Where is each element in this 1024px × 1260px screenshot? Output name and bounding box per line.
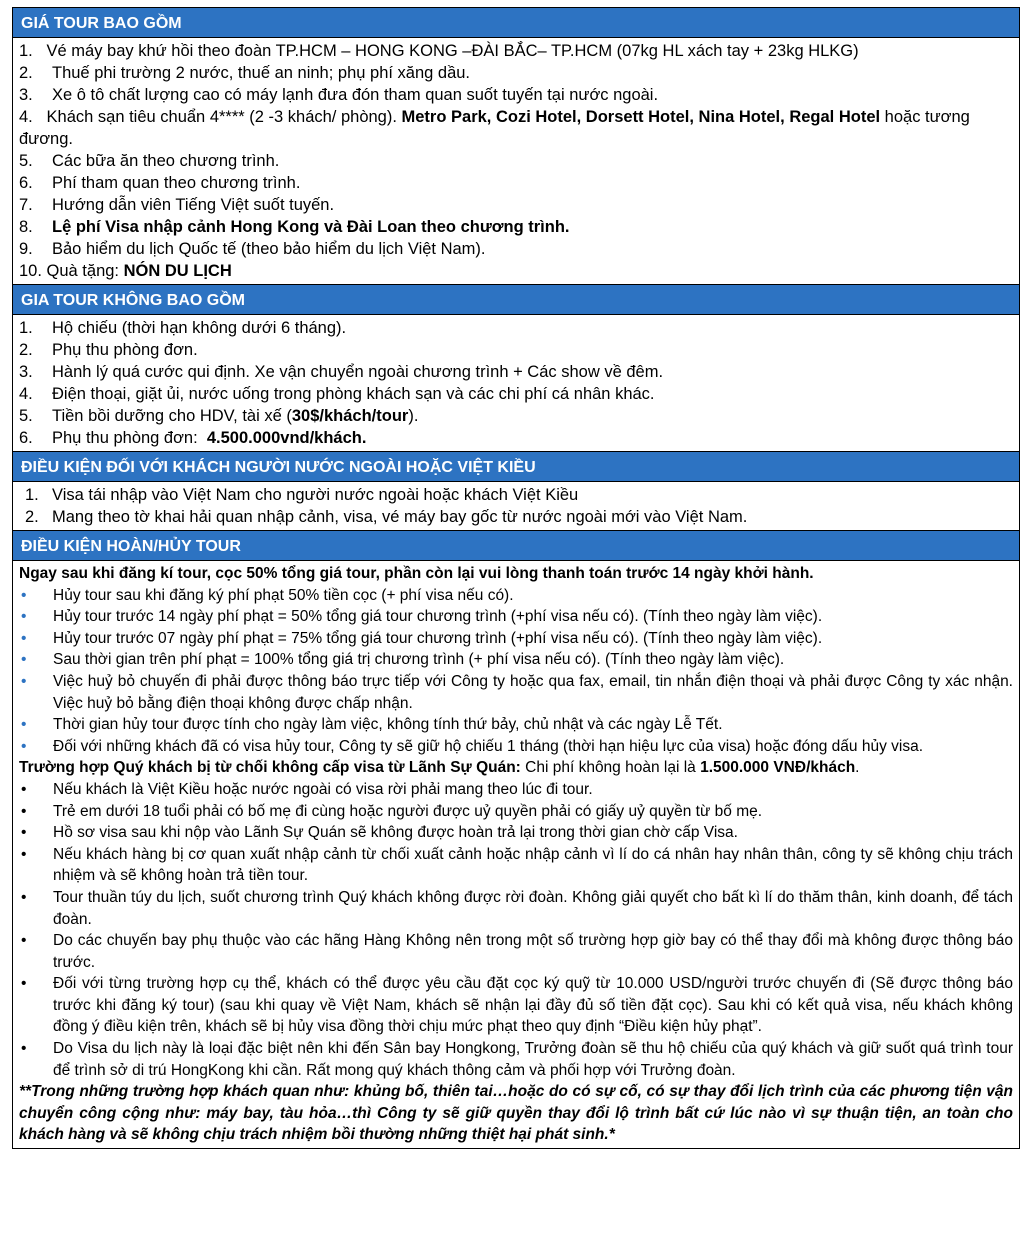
list-item: • Trẻ em dưới 18 tuổi phải có bố mẹ đi cùng hoặc người được uỷ quyền phải có giấy uỷ quyền từ bố mẹ. (21, 802, 763, 820)
cancel-header: ĐIỀU KIỆN HOÀN/HỦY TOUR (13, 530, 1019, 561)
list-item: • Do Visa du lịch này là loại đặc biệt nên khi đến Sân bay Hongkong, Trưởng đoàn sẽ thu hộ chiếu của quý khách và giữ suốt quá trình tour để trình sở di trú HongKong khi cần. Rất mong quý khách thông cảm và phối hợp với Trưởng đoàn. (21, 1040, 1013, 1079)
included-list (13, 38, 1019, 284)
cancel-intro: Ngay sau khi đăng kí tour, cọc 50% tổng giá tour, phần còn lại vui lòng thanh toán trước 14 ngày khởi hành. (19, 565, 814, 582)
list-item: 1. Visa tái nhập vào Việt Nam cho người nước ngoài hoặc khách Việt Kiều (25, 486, 579, 504)
list-item: • Đối với những khách đã có visa hủy tour, Công ty sẽ giữ hộ chiếu 1 tháng (thời hạn hiệu lực của visa) hoặc đóng dấu hủy visa. (21, 737, 924, 755)
list-item: 6. Phí tham quan theo chương trình. (19, 174, 301, 192)
list-item: 1. Hộ chiếu (thời hạn không dưới 6 tháng). (19, 319, 347, 337)
list-item: 1. Vé máy bay khứ hồi theo đoàn TP.HCM – HONG KONG –ĐÀI BẮC– TP.HCM (07kg HL xách tay + 23kg HLKG) (19, 42, 859, 60)
foreigner-list (13, 482, 1019, 530)
footnote: **Trong những trường hợp khách quan như: khủng bố, thiên tai…hoặc do có sự cố, có sự thay đổi lịch trình của các phương tiện vận chuyển công cộng như: máy bay, tàu hỏa…thì Công ty sẽ giữ quyền thay đổi lộ trình bất cứ lúc nào vì sự thuận tiện, an toàn cho khách hàng và sẽ không chịu trách nhiệm bồi thường những thiệt hại phát sinh.* (19, 1083, 1013, 1144)
list-item: 5. Các bữa ăn theo chương trình. (19, 152, 280, 170)
list-item: 6. Phụ thu phòng đơn: 4.500.000vnd/khách. (19, 429, 367, 447)
list-item: • Việc huỷ bỏ chuyến đi phải được thông báo trực tiếp với Công ty hoặc qua fax, email, tin nhắn điện thoại và phải được Công ty xác nhận. Việc huỷ bỏ bằng điện thoại không được chấp nhận. (21, 672, 1013, 712)
excluded-header: GIA TOUR KHÔNG BAO GỒM (13, 284, 1019, 315)
cancel-conditions (13, 561, 1019, 1148)
list-item: 5. Tiền bồi dưỡng cho HDV, tài xế (30$/khách/tour). (19, 407, 419, 425)
list-item: • Do các chuyến bay phụ thuộc vào các hãng Hàng Không nên trong một số trường hợp giờ bay có thể thay đổi mà không được thông báo trước. (21, 932, 1013, 971)
list-item: • Đối với từng trường hợp cụ thể, khách có thể được yêu cầu đặt cọc ký quỹ từ 10.000 USD/người trước chuyến đi (Sẽ được thông báo trước khi đăng ký tour) (sau khi quay về Việt Nam, khách sẽ nhận lại đầy đủ số tiền đặt cọc). Sau khi có kết quả visa, nếu khách không đồng ý điều kiện trên, khách sẽ bị hủy visa đồng thời chịu mức phạt theo quy định “Điều kiện hủy phạt”. (21, 975, 1013, 1036)
list-item: • Nếu khách là Việt Kiều hoặc nước ngoài có visa rời phải mang theo lúc đi tour. (21, 780, 593, 798)
list-item: 2. Mang theo tờ khai hải quan nhập cảnh, visa, vé máy bay gốc từ nước ngoài mới vào Việt Nam. (25, 508, 748, 526)
list-item: • Tour thuần túy du lịch, suốt chương trình Quý khách không được rời đoàn. Không giải quyết cho bất kì lí do thăm thân, kinh doanh, để tách đoàn. (21, 888, 1013, 928)
list-item: 10. Quà tặng: NÓN DU LỊCH (19, 262, 232, 280)
list-item: • Hủy tour sau khi đăng ký phí phạt 50% tiền cọc (+ phí visa nếu có). (21, 586, 514, 604)
tour-terms-document (12, 7, 1020, 1149)
list-item: • Hủy tour trước 07 ngày phí phạt = 75% tổng giá tour chương trình (+phí visa nếu có). (Tính theo ngày làm việc). (21, 629, 823, 647)
list-item: • Nếu khách hàng bị cơ quan xuất nhập cảnh từ chối xuất cảnh hoặc nhập cảnh vì lí do cá nhân hay nhân thân, công ty sẽ không chịu trách nhiệm và sẽ không hoàn trả tiền tour. (21, 845, 1013, 885)
list-item: 4. Khách sạn tiêu chuẩn 4**** (2 -3 khách/ phòng). Metro Park, Cozi Hotel, Dorsett Hotel, Nina Hotel, Regal Hotel hoặc tương đương. (19, 108, 970, 148)
foreigner-header: ĐIỀU KIỆN ĐỐI VỚI KHÁCH NGƯỜI NƯỚC NGOÀI HOẶC VIỆT KIỀU (13, 451, 1019, 482)
list-item: 2. Phụ thu phòng đơn. (19, 341, 198, 359)
included-header: GIÁ TOUR BAO GỒM (13, 7, 1019, 38)
list-item: 3. Xe ô tô chất lượng cao có máy lạnh đưa đón tham quan suốt tuyến tại nước ngoài. (19, 86, 659, 104)
list-item: 9. Bảo hiểm du lịch Quốc tế (theo bảo hiểm du lịch Việt Nam). (19, 240, 486, 258)
list-item: 2. Thuế phi trường 2 nước, thuế an ninh; phụ phí xăng dầu. (19, 64, 471, 82)
excluded-list (13, 315, 1019, 451)
list-item: • Thời gian hủy tour được tính cho ngày làm việc, không tính thứ bảy, chủ nhật và các ngày Lễ Tết. (21, 716, 723, 734)
list-item: 4. Điện thoại, giặt ủi, nước uống trong phòng khách sạn và các chi phí cá nhân khác. (19, 385, 655, 403)
list-item: 3. Hành lý quá cước qui định. Xe vận chuyển ngoài chương trình + Các show về đêm. (19, 363, 664, 381)
list-item: • Hồ sơ visa sau khi nộp vào Lãnh Sự Quán sẽ không được hoàn trả lại trong thời gian chờ cấp Visa. (21, 824, 738, 842)
list-item: • Sau thời gian trên phí phạt = 100% tổng giá trị chương trình (+ phí visa nếu có). (Tính theo ngày làm việc). (21, 651, 785, 669)
list-item: • Hủy tour trước 14 ngày phí phạt = 50% tổng giá tour chương trình (+phí visa nếu có). (Tính theo ngày làm việc). (21, 608, 823, 626)
list-item: 8. Lệ phí Visa nhập cảnh Hong Kong và Đài Loan theo chương trình. (19, 218, 570, 236)
visa-refusal-line: Trường hợp Quý khách bị từ chối không cấp visa từ Lãnh Sự Quán: Chi phí không hoàn lại là 1.500.000 VNĐ/khách. (19, 759, 860, 777)
list-item: 7. Hướng dẫn viên Tiếng Việt suốt tuyến. (19, 196, 335, 214)
